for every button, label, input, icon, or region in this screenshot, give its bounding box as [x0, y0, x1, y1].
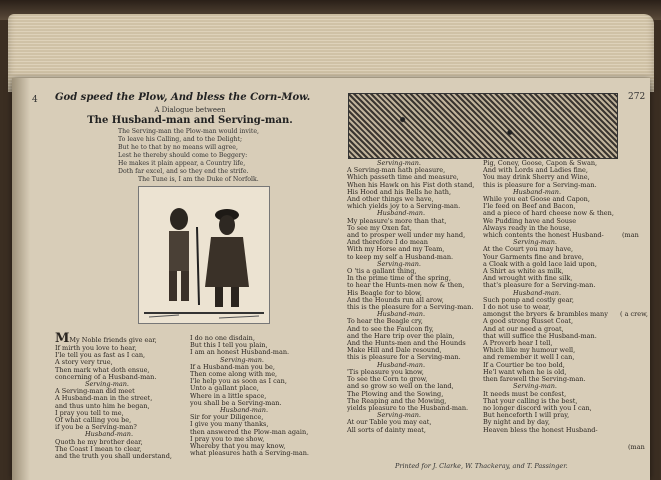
verse-line: A Serving-man hath pleasure,	[347, 166, 446, 175]
verse-line: He makes it plain appear, a Country life,	[118, 160, 246, 167]
verse-line: All sorts of dainty meat,	[347, 425, 426, 434]
verse-line: And wrought with fine silk,	[483, 274, 573, 283]
verse-line: Where in a little space,	[190, 391, 267, 400]
page-number-right: 272	[628, 92, 646, 102]
speaker-label: Serving-man.	[513, 382, 557, 391]
verse-line: Quoth he my brother dear,	[55, 437, 143, 446]
verse-line: To hear the Beagle cry,	[347, 317, 423, 326]
decorative-ornament-border	[348, 93, 618, 159]
verse-line: Such pomp and costly gear,	[483, 295, 574, 304]
verse-line: Lest he thereby should come to Beggery:	[118, 152, 248, 159]
speaker-label: Serving-man.	[85, 380, 129, 389]
verse-line: this is pleasure for a Serving-man.	[483, 180, 597, 189]
verse-line: The Serving-man the Plow-man would invite,	[118, 128, 259, 135]
left-column-b	[190, 335, 309, 457]
verse-line: My pleasure's more than that,	[347, 216, 447, 225]
verse-line: His Beagle for to blow,	[347, 288, 422, 297]
verse-line: this is the pleasure for a Serving-man.	[347, 303, 474, 312]
ballad-heading: The Husband-man and Serving-man.	[87, 115, 293, 126]
speaker-label: Serving-man.	[220, 355, 264, 364]
verse-line: Whereby that you may know,	[190, 442, 286, 451]
verse-line: Doth far excel, and so they end the strife.	[118, 168, 249, 175]
ballad-intro-verse	[118, 128, 328, 184]
verse-line: And the Hounds run all arow,	[347, 295, 444, 304]
verse-line: a Cloak with a gold lace laid upon,	[483, 259, 597, 268]
verse-line: And with Lords and Ladies fine,	[483, 166, 588, 175]
verse-line: Which like my humour well,	[483, 346, 576, 355]
verse-line: I pray you to me show,	[190, 434, 265, 443]
verse-line: By night and by day,	[483, 418, 550, 427]
verse-line: and so grow so well on the land,	[347, 382, 454, 391]
verse-line: A Serving-man did meet	[55, 387, 135, 396]
right-column-a	[347, 160, 474, 434]
verse-line: what pleasures hath a Serving-man.	[190, 449, 310, 458]
margin-note-man: (man	[622, 231, 639, 239]
verse-line: this is pleasure for a Serving-man.	[347, 353, 461, 362]
verse-line: to hear the Hunts-men now & then,	[347, 281, 465, 290]
verse-line: He'l want when he is old,	[483, 367, 567, 376]
verse-line: if you be a Serving-man?	[55, 423, 137, 432]
verse-line: which yields joy to a Serving-man.	[347, 202, 461, 211]
verse-line: amongst the bryers & brambles many	[483, 310, 608, 319]
verse-line: MMy Noble friends give ear,	[55, 331, 157, 346]
verse-line: While you eat Goose and Capon,	[483, 195, 590, 204]
verse-line: It needs must be confest,	[483, 389, 567, 398]
margin-note-crew: ( a crew,	[620, 310, 648, 318]
ballad-subtitle: A Dialogue between	[154, 106, 226, 114]
verse-line: The Tune is, I am the Duke of Norfolk.	[138, 176, 259, 183]
verse-line: and the Hare trip over the plain,	[347, 331, 455, 340]
verse-line: Heaven bless the honest Husband-	[483, 425, 598, 434]
verse-line: You may drink Sherry and Wine,	[483, 173, 590, 182]
verse-line: But he to that by no means will agree,	[118, 144, 238, 151]
verse-line: and remember it well I can,	[483, 353, 575, 362]
verse-line: Then mark what doth ensue,	[55, 365, 150, 374]
verse-line: you shall be a Serving-man.	[190, 398, 282, 407]
page-number-left: 4	[32, 95, 38, 105]
verse-line: And therefore I do mean	[347, 238, 428, 247]
verse-line: Then come along with me,	[190, 370, 278, 379]
verse-line: I am an honest Husband-man.	[190, 348, 290, 357]
verse-line: Of what calling you be,	[55, 416, 132, 425]
verse-line: When his Hawk on his Fist doth stand,	[347, 180, 475, 189]
verse-line: And at our need a groat,	[483, 324, 564, 333]
verse-line: I'le feed on Beef and Bacon,	[483, 202, 576, 211]
speaker-label: Serving-man.	[513, 238, 557, 247]
verse-line: That your calling is the best,	[483, 396, 578, 405]
verse-line: then farewell the Serving-man.	[483, 375, 586, 384]
verse-line: I give you many thanks,	[190, 420, 269, 429]
speaker-label: Husband-man.	[513, 187, 562, 196]
verse-line: to keep my self a Husband-man.	[347, 252, 454, 261]
speaker-label: Husband-man.	[220, 406, 269, 415]
verse-line: Which passeth time and measure,	[347, 173, 459, 182]
verse-line: If a Courtier be too bold,	[483, 360, 565, 369]
verse-line: I'le help you as soon as I can,	[190, 377, 287, 386]
verse-line: A Proverb hear I tell,	[483, 339, 553, 348]
verse-line: And the Hunts-men and the Hounds	[347, 339, 466, 348]
verse-line: and a piece of hard cheese now & then,	[483, 209, 614, 218]
verse-line: Pig, Coney, Goose, Capon & Swan,	[483, 159, 598, 167]
verse-line: To see my Oxen fat,	[347, 223, 412, 232]
verse-line: To leave his Calling, and to the Delight;	[118, 136, 243, 143]
verse-line: and the truth you shall understand,	[55, 452, 172, 461]
margin-note-man-2: (man	[628, 443, 645, 451]
verse-line: Unto a gallant place,	[190, 384, 259, 393]
speaker-label: Husband-man.	[513, 288, 562, 297]
verse-line: And to see the Faulcon fly,	[347, 324, 434, 333]
verse-line: Make Hill and Dale resound,	[347, 346, 442, 355]
verse-line: A story very true,	[55, 358, 113, 367]
verse-line: The Plowing and the Sowing,	[347, 389, 444, 398]
right-column-b	[483, 160, 614, 434]
speaker-label: Husband-man.	[377, 209, 426, 218]
verse-line: A good strong Russet Coat,	[483, 317, 574, 326]
verse-line: which contents the honest Husband-	[483, 231, 604, 240]
speaker-label: Serving-man.	[377, 411, 421, 420]
verse-line: If a Husband-man you be,	[190, 362, 275, 371]
verse-line: I'le tell you as fast as I can,	[55, 351, 146, 360]
verse-line: With my Horse and my Team,	[347, 245, 445, 254]
verse-line: At the Court you may have,	[483, 245, 574, 254]
left-column-a	[55, 333, 172, 460]
verse-line: and to prosper well under my hand,	[347, 231, 466, 240]
verse-line: But this I tell you plain,	[190, 341, 268, 350]
verse-line: At our Table you may eat,	[347, 418, 432, 427]
verse-line: Always ready in the house,	[483, 223, 572, 232]
verse-line: A Shirt as white as milk,	[483, 267, 564, 276]
verse-line: In the prime time of the spring,	[347, 274, 451, 283]
verse-line: 'Tis pleasure you know,	[347, 367, 424, 376]
ballad-title: God speed the Plow, And bless the Corn-Mow.	[55, 92, 311, 103]
verse-line: that will suffice the Husband-man.	[483, 331, 597, 340]
speaker-label: Serving-man.	[377, 259, 421, 268]
verse-line: To see the Corn to grow,	[347, 375, 428, 384]
verse-line: But henceforth I will pray,	[483, 411, 570, 420]
speaker-label: Husband-man.	[377, 360, 426, 369]
verse-line: And other things we have,	[347, 195, 434, 204]
verse-line: The Coast I mean to clear,	[55, 444, 142, 453]
speaker-label: Husband-man.	[85, 430, 134, 439]
verse-line: no longer discord with you I can,	[483, 403, 592, 412]
verse-line: concerning of a Husband-man.	[55, 372, 157, 381]
verse-line: I do no one disdain,	[190, 334, 255, 342]
verse-line: Sir for your Diligence,	[190, 413, 264, 422]
printer-imprint: Printed for J. Clarke, W. Thackeray, and T. Passinger.	[395, 462, 568, 470]
verse-line: We Pudding have and Souse	[483, 216, 577, 225]
verse-line: His Hood and his Bells he hath,	[347, 187, 452, 196]
verse-line: If mirth you love to hear,	[55, 344, 137, 352]
verse-line: A Husband-man in the street,	[55, 394, 153, 403]
woodcut-figures-image	[139, 187, 269, 323]
verse-line: Your Garments fine and brave,	[483, 252, 584, 261]
woodcut-illustration	[138, 186, 270, 324]
verse-line: The Reaping and the Mowing,	[347, 396, 447, 405]
verse-line: I do not use to wear,	[483, 303, 551, 312]
verse-line: I pray you tell to me,	[55, 408, 124, 417]
verse-line: that's pleasure for a Serving-man.	[483, 281, 596, 290]
verse-line: yields pleasure to the Husband-man.	[347, 403, 469, 412]
verse-line: then answered the Plow-man again,	[190, 427, 309, 436]
speaker-label: Serving-man.	[377, 159, 421, 167]
speaker-label: Husband-man.	[377, 310, 426, 319]
page-gutter-shadow	[12, 78, 30, 480]
verse-line: O 'tis a gallant thing,	[347, 267, 417, 276]
verse-line: and thus unto him he began,	[55, 401, 150, 410]
